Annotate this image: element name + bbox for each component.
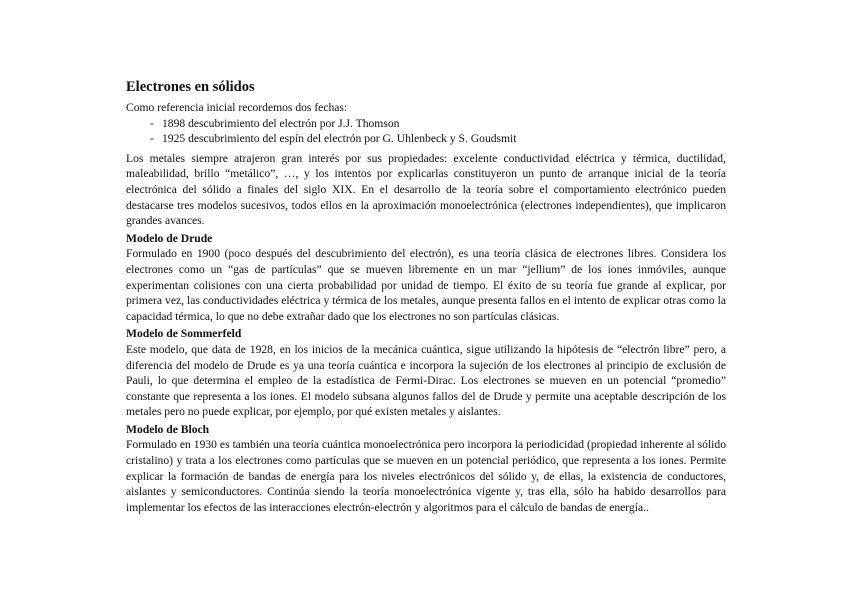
section-body-sommerfeld: Este modelo, que data de 1928, en los inicios de la mecánica cuántica, sigue utilizando la hipótesis de “electrón libre” pero, a diferencia del modelo de Drude es ya una teoría cuántica e incorpora la sujeción de los electrones al principio de exclusión de Pauli, lo que determina el empleo de la estadística de Fermi-Dirac. Los electrones se mueven en un potencial “promedio” constante que representa a los iones. El modelo subsana algunos fallos del de Drude y permite una aceptable descripción de los metales pero no puede explicar, por ejemplo, por qué existen metales y aislantes. [126,342,726,419]
intro-paragraph: Los metales siempre atrajeron gran interés por sus propiedades: excelente conductividad eléctrica y térmica, ductilidad, maleabilidad, brillo “metálico”, …, y los intentos por explicarlas constituyeron un punto de arranque inicial de la teoría electrónica del sólido a finales del siglo XIX. En el desarrollo de la teoría sobre el comportamiento electrónico pueden destacarse tres modelos sucesivos, todos ellos en la aproximación monoelectrónica (electrones independientes), que implicaron grandes avances. [126,151,726,228]
section-heading-sommerfeld: Modelo de Sommerfeld [126,327,242,341]
section-heading-bloch: Modelo de Bloch [126,422,210,436]
list-item-text: 1898 descubrimiento del electrón por J.J. Thomson [162,116,400,130]
list-item-text: 1925 descubrimiento del espín del electrón por G. Uhlenbeck y S. Goudsmit [162,132,517,146]
document-page [126,78,726,515]
list-dash: - [150,132,154,146]
dates-list [126,116,726,147]
section-body-bloch: Formulado en 1930 es también una teoría cuántica monoelectrónica pero incorpora la periodicidad (propiedad inherente al sólido cristalino) y trata a los electrones como partículas que se mueven en un potencial periódico, que representa a los iones. Permite explicar la formación de bandas de energía para los niveles electrónicos del sólido y, de ellas, la existencia de conductores, aislantes y semiconductores. Continúa siendo la teoría monoelectrónica vigente y, tras ella, sólo ha habido desarrollos para implementar los efectos de las interacciones electrón-electrón y algoritmos para el cálculo de bandas de energía.. [126,438,726,514]
document-title: Electrones en sólidos [126,79,255,95]
list-item [126,131,726,147]
intro-text: Como referencia inicial recordemos dos fechas: [126,101,348,114]
section-heading-drude: Modelo de Drude [126,231,213,245]
section-body-drude: Formulado en 1900 (poco después del descubrimiento del electrón), es una teoría clásica de electrones libres. Considera los electrones como un “gas de partículas” que se mueven libremente en un mar “jellium” de los iones inmóviles, aunque experimentan colisiones con una cierta probabilidad por unidad de tiempo. El éxito de su teoría fue grande al explicar, por primera vez, las conductividades eléctrica y térmica de los metales, aunque presenta fallos en el intento de explicar otras como la capacidad térmica, lo que no debe extrañar dado que los electrones no son partículas clásicas. [126,247,726,323]
list-dash: - [150,116,154,130]
list-item [126,116,726,132]
